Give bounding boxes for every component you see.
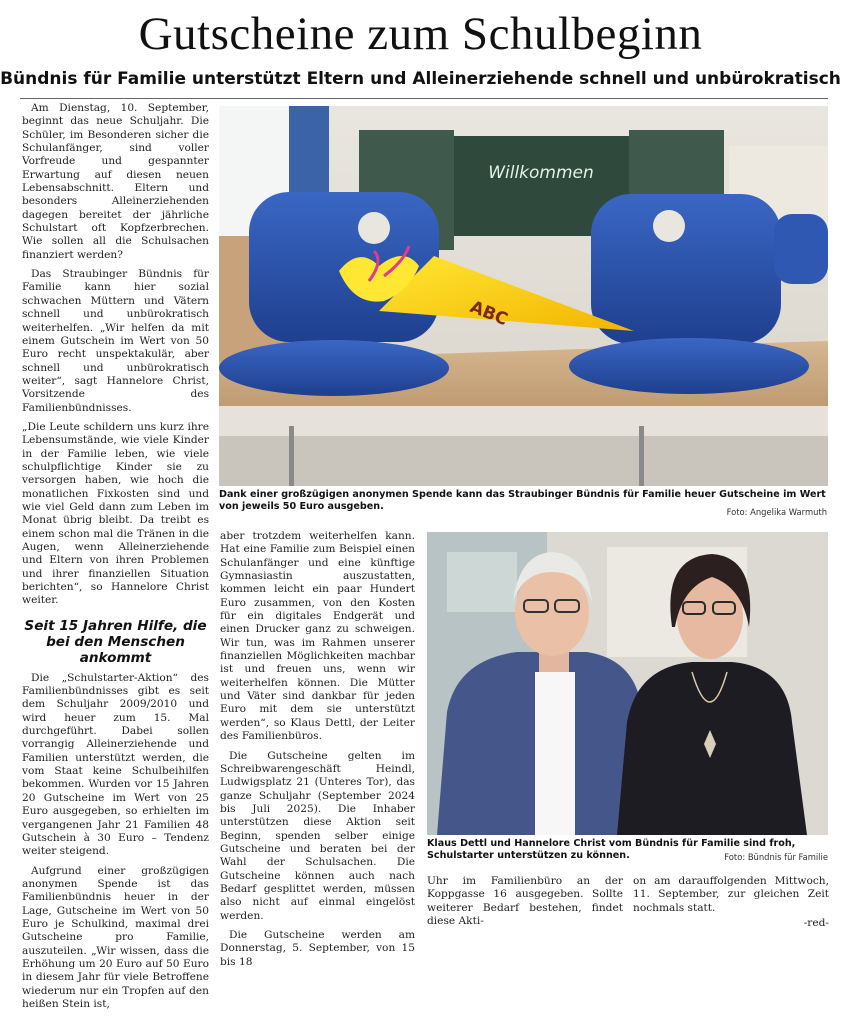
paragraph: aber trotzdem weiterhelfen kann. Hat eine Familie zum Beispiel einen Schulanfänger und eine künftige Gymnasiastin auszustatten, kommen leicht ein paar Hundert Euro zusammen, von den Kosten für ein digitales Endgerät und einen Drucker ganz zu schweigen. Wir tun, was im Rahmen unserer finanziellen Möglichkeiten machbar ist und freuen uns, wenn wir weiterhelfen können. Die Mütter und Väter sind dankbar für jeden Euro mit dem sie unterstützt werden“, so Klaus Dettl, der Leiter des Familienbüros. (220, 530, 415, 743)
column-4 (633, 875, 829, 930)
paragraph: Die „Schulstarter-Aktion“ des Familienbündnisses gibt es seit dem Schuljahr 2009/2010 und wird heuer zum 15. Mal durchgeführt. Dabei sollen vorrangig Alleinerziehende und Familien unterstützt werden, die vom Staat keine Schulbeihilfen bekommen. Wurden vor 15 Jahren 20 Gutscheine im Wert von 25 Euro ausgegeben, so erhielten im vergangenen Jahr 21 Familien 48 Gutschein à 30 Euro – Tendenz weiter steigend. (22, 671, 209, 858)
photo1-caption: Dank einer großzügigen anonymen Spende kann das Straubinger Bündnis für Familie heuer Gutscheine im Wert von jeweils 50 Euro ausgeben. (219, 489, 826, 512)
cone-text: ABC (467, 297, 511, 331)
paragraph: Aufgrund einer großzügigen anonymen Spende ist das Familienbündnis heuer in der Lage, Gutscheine im Wert von 50 Euro je Schulkind, maximal drei Gutscheine pro Familie, auszuteilen. „Wir wissen, dass die Erhöhung um 20 Euro auf 50 Euro in diesem Jahr für viele Betroffene wiederum nur ein Tropfen auf den heißen Stein ist, (22, 864, 209, 1010)
paragraph: Die Gutscheine werden am Donnerstag, 5. September, von 15 bis 18 (220, 928, 415, 968)
paragraph: Uhr im Familienbüro an der Koppgasse 16 ausgegeben. Sollte weiterer Bedarf bestehen, findet diese Akti- (427, 875, 623, 928)
paragraph: Das Straubinger Bündnis für Familie kann hier sozial schwachen Müttern und Vätern schnell und unbürokratisch weiterhelfen. „Wir helfen da mit einem Gutschein im Wert von 50 Euro recht unspektakulär, aber schnell und unbürokratisch weiter“, sagt Hannelore Christ, Vorsitzende des Familienbündnisses. (22, 268, 209, 414)
photo1-credit: Foto: Angelika Warmuth (726, 507, 827, 517)
author-signature: -red- (803, 917, 829, 930)
column-2 (220, 530, 415, 975)
board-text: Willkommen (488, 163, 594, 183)
photo2-credit: Foto: Bündnis für Familie (724, 852, 828, 862)
paragraph: Am Dienstag, 10. September, beginnt das neue Schuljahr. Die Schüler, im Besonderen sicher die Schulanfänger, sind voller Vorfreude und gespannter Erwartung auf diesen neuen Lebensabschnitt. Eltern und besonders Alleinerziehenden dagegen bereitet der jährliche Schulstart oft Kopfzerbrechen. Wie sollen all die Schulsachen finanziert werden? (22, 102, 209, 261)
classroom-photo (219, 106, 828, 486)
paragraph: „Die Leute schildern uns kurz ihre Lebensumstände, wie viele Kinder in der Familie leben, wie viele schulpflichtige Kinder sie zu versorgen haben, wie hoch die monatlichen Fixkosten sind und wie viel Geld dann zum Leben im Monat übrig bleibt. Da treibt es einem schon mal die Tränen in die Augen, wenn Alleinerziehende und Eltern von ihren Problemen und ihrer finanziellen Situation berichten“, so Hannelore Christ weiter. (22, 420, 209, 607)
paragraph: Die Gutscheine gelten im Schreibwarengeschäft Heindl, Ludwigsplatz 21 (Unteres Tor), das ganze Schuljahr (September 2024 bis Juli 2025). Die Inhaber unterstützen diese Aktion seit Beginn, spenden selber einige Gutscheine und beraten bei der Wahl der Schulsachen. Die Gutscheine können auch nach Bedarf gesplittet werden, müssen also nicht auf einmal eingelöst werden. (220, 749, 415, 922)
header-rule (20, 98, 828, 99)
portrait-photo (427, 532, 828, 835)
paragraph: on am darauffolgenden Mittwoch, 11. September, zur gleichen Zeit nochmals statt. (633, 875, 829, 914)
subheadline: Bündnis für Familie unterstützt Eltern und Alleinerziehende schnell und unbürokratisch (0, 69, 841, 89)
photo2-caption: Klaus Dettl und Hannelore Christ vom Bündnis für Familie sind froh, Schulstarter unterstützen zu können. (427, 838, 796, 861)
subheading: Seit 15 Jahren Hilfe, die bei den Menschen ankommt (24, 617, 207, 666)
column-1 (22, 102, 209, 1017)
headline: Gutscheine zum Schulbeginn (138, 8, 703, 60)
column-3 (427, 875, 623, 934)
